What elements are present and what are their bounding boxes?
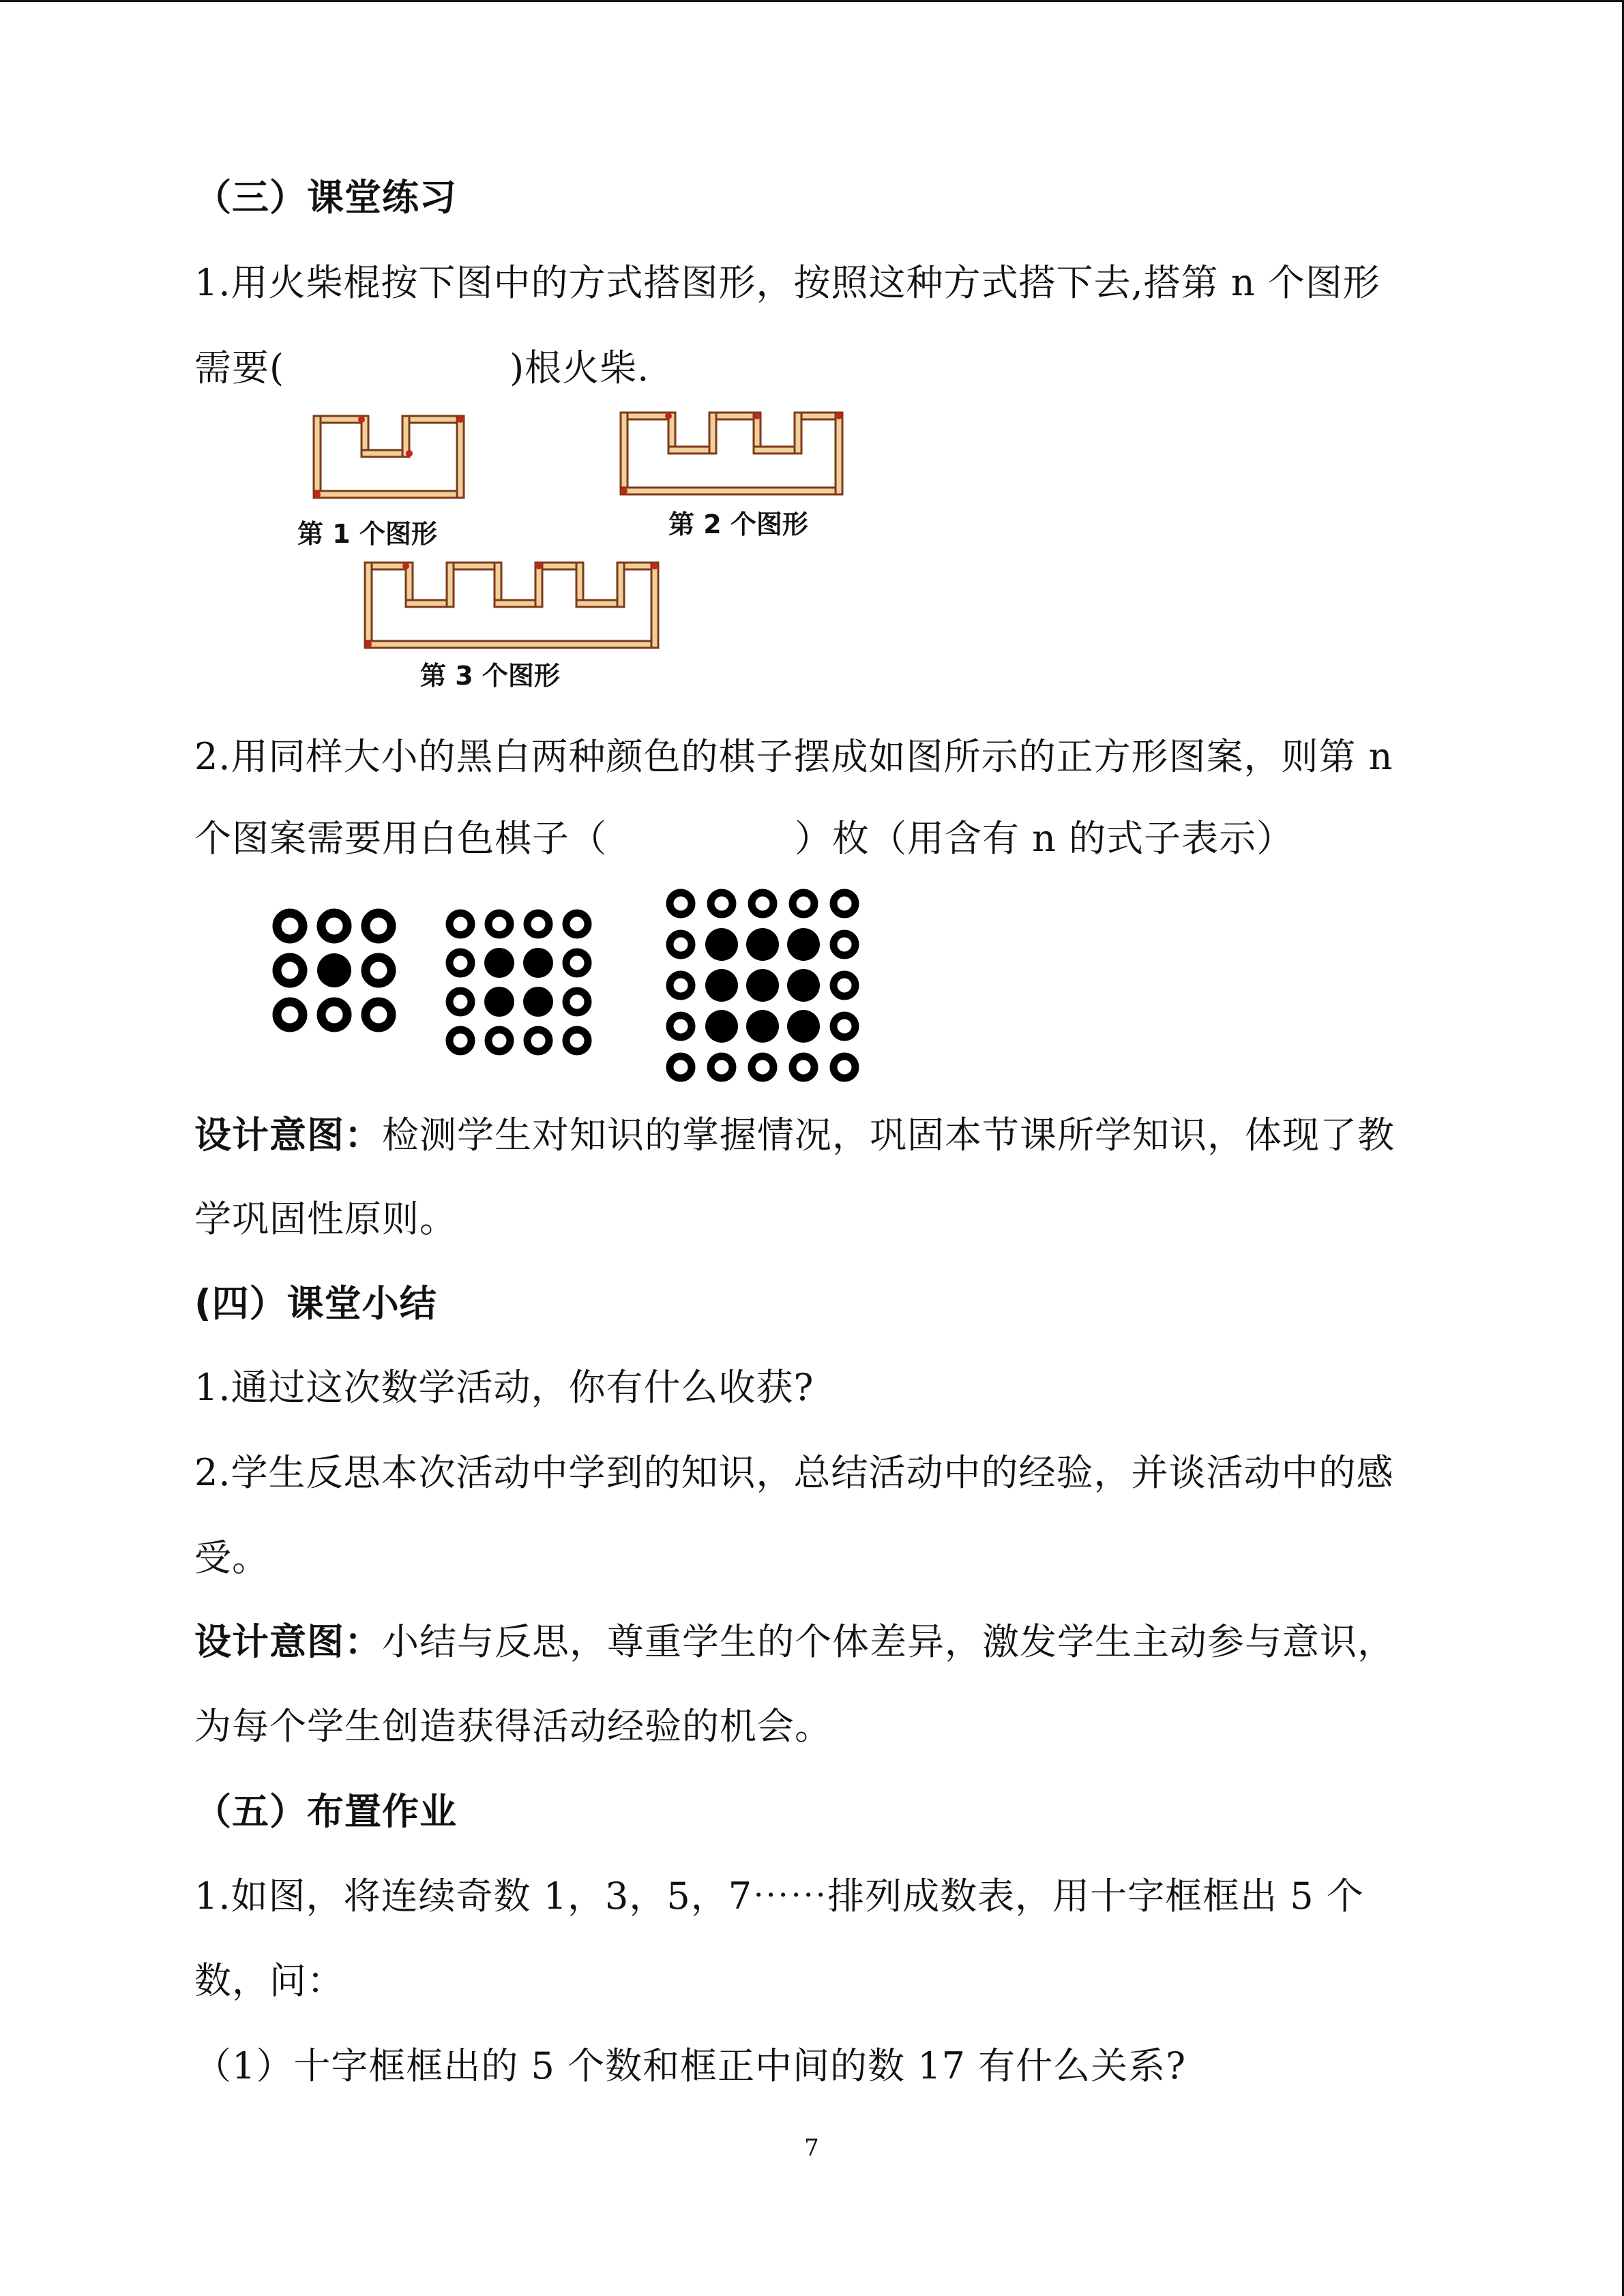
homework-q1-line2: 数，问： bbox=[194, 1959, 344, 2002]
design-intent-text: 检测学生对知识的掌握情况，巩固本节课所学知识，体现了教 bbox=[382, 1114, 1395, 1157]
design-intent-4-line2: 为每个学生创造获得活动经验的机会。 bbox=[194, 1705, 832, 1748]
summary-item2-line2: 受。 bbox=[194, 1536, 269, 1579]
caption-fig-2: 第 2 个图形 bbox=[668, 509, 808, 539]
stone-pattern-2 bbox=[440, 900, 610, 1071]
matchstick-figure-3 bbox=[355, 552, 668, 661]
matchstick-figure-2 bbox=[614, 402, 928, 505]
homework-q1-sub1: （1）十字框框出的 5 个数和框正中间的数 17 有什么关系? bbox=[194, 2044, 1187, 2087]
design-intent-label: 设计意图： bbox=[194, 1114, 382, 1157]
q2-line2: 个图案需要用白色棋子（ ）枚（用含有 n 的式子表示） bbox=[194, 817, 1295, 860]
section5-heading: （五）布置作业 bbox=[194, 1790, 457, 1833]
q1-line2: 需要( )根火柴. bbox=[194, 346, 650, 389]
section3-heading: （三）课堂练习 bbox=[194, 176, 457, 219]
design-intent-3-line1 bbox=[194, 1112, 1395, 1159]
page-number: 7 bbox=[804, 2134, 819, 2162]
stone-pattern-3 bbox=[660, 883, 885, 1088]
summary-item1: 1.通过这次数学活动，你有什么收获? bbox=[194, 1366, 814, 1409]
design-intent-3-line2: 学巩固性原则。 bbox=[194, 1197, 457, 1240]
q2-line1: 2.用同样大小的黑白两种颜色的棋子摆成如图所示的正方形图案，则第 n bbox=[194, 735, 1393, 778]
design-intent-label: 设计意图： bbox=[194, 1620, 382, 1663]
q1-line1: 1.用火柴棍按下图中的方式搭图形，按照这种方式搭下去,搭第 n 个图形 bbox=[194, 261, 1381, 304]
caption-fig-3: 第 3 个图形 bbox=[420, 661, 560, 691]
stone-pattern-1 bbox=[269, 900, 406, 1037]
top-border bbox=[0, 0, 1624, 2]
caption-fig-1: 第 1 个图形 bbox=[297, 519, 437, 549]
design-intent-4-line1 bbox=[194, 1618, 1395, 1666]
section4-heading: (四）课堂小结 bbox=[194, 1282, 437, 1325]
summary-item2-line1: 2.学生反思本次活动中学到的知识，总结活动中的经验，并谈活动中的感 bbox=[194, 1451, 1394, 1494]
homework-q1-line1: 1.如图，将连续奇数 1，3，5，7⋯⋯排列成数表，用十字框框出 5 个 bbox=[194, 1875, 1364, 1918]
design-intent-text: 小结与反思，尊重学生的个体差异，激发学生主动参与意识， bbox=[382, 1620, 1395, 1663]
